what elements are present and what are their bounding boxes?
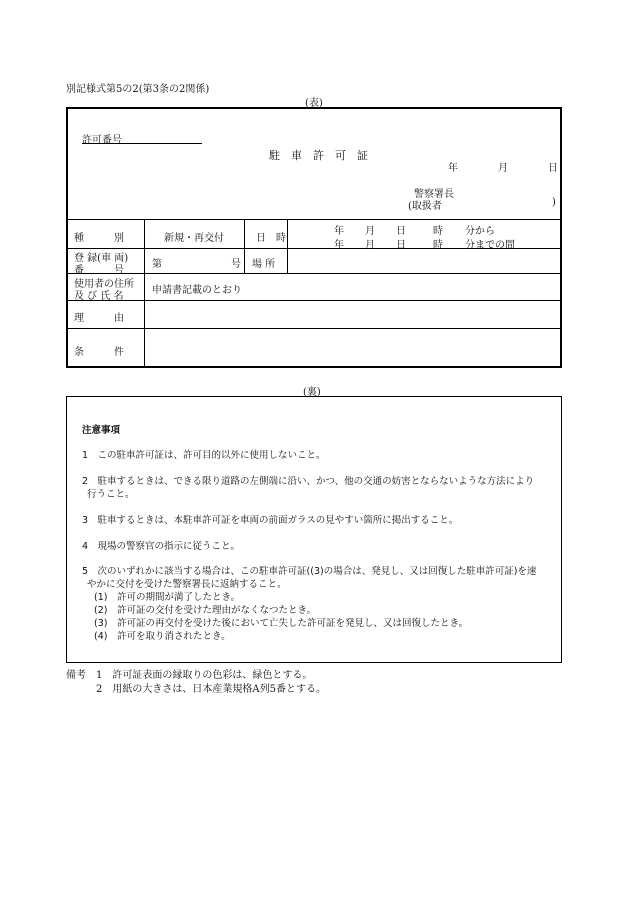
from-year: 年 xyxy=(334,226,344,237)
note-item-3: 3 駐車するときは、本駐車許可証を車両の前面ガラスの見やすい箇所に掲出すること。 xyxy=(82,515,459,526)
grid-line xyxy=(68,328,560,329)
date-year: 年 xyxy=(448,163,458,174)
type-value: 新規・再交付 xyxy=(164,233,224,244)
to-year: 年 xyxy=(334,240,344,251)
subitem-2: (2) 許可証の交付を受けた理由がなくなつたとき。 xyxy=(94,605,317,616)
to-hour: 時 xyxy=(433,240,443,251)
permit-number-line xyxy=(82,143,202,144)
subitem-1: (1) 許可の期間が満了したとき。 xyxy=(94,592,241,603)
registration-go: 号 xyxy=(231,259,241,270)
date-day: 日 xyxy=(548,163,558,174)
to-month: 月 xyxy=(365,240,375,251)
condition-label: 条 件 xyxy=(74,347,124,358)
permit-front xyxy=(66,107,562,368)
to-day: 日 xyxy=(396,240,406,251)
notes-heading: 注意事項 xyxy=(82,425,121,436)
datetime-label: 日 時 xyxy=(256,233,286,244)
note-item-1: 1 この駐車許可証は、許可目的以外に使用しないこと。 xyxy=(82,450,326,461)
note-item-2: 2 駐車するときは、できる限り道路の左側端に沿い、かつ、他の交通の妨害とならないような方法により xyxy=(82,476,535,487)
user-value: 申請書記載のとおり xyxy=(152,285,242,296)
grid-line xyxy=(244,219,245,273)
front-side-label: (表) xyxy=(305,98,323,109)
grid-line xyxy=(68,273,560,274)
from-hour: 時 xyxy=(433,226,443,237)
handler-close: ) xyxy=(552,197,556,208)
user-label-2: 及 び 氏 名 xyxy=(74,291,124,302)
place-label: 場 所 xyxy=(252,259,276,270)
grid-line xyxy=(144,219,145,368)
remark-2: 2 用紙の大きさは、日本産業規格A列5番とする。 xyxy=(96,684,326,695)
date-month: 月 xyxy=(498,163,508,174)
permit-title: 駐 車 許 可 証 xyxy=(269,149,368,162)
note-item-4: 4 現場の警察官の指示に従うこと。 xyxy=(82,541,241,552)
permit-back xyxy=(66,396,562,663)
back-side-label: (裏) xyxy=(303,387,321,398)
remarks-label: 備考 xyxy=(66,670,86,681)
form-identifier: 別記様式第5の2(第3条の2関係) xyxy=(66,84,210,95)
subitem-3: (3) 許可証の再交付を受けた後において亡失した許可証を発見し、又は回復したとき。 xyxy=(94,618,469,629)
note-item-2-cont: 行うこと。 xyxy=(87,489,135,500)
from-month: 月 xyxy=(365,226,375,237)
reason-label: 理 由 xyxy=(74,313,124,324)
grid-line xyxy=(68,219,560,220)
user-label-1: 使用者の住所 xyxy=(74,279,134,290)
grid-line xyxy=(287,219,288,273)
issuer-label: 警察署長 xyxy=(414,189,454,200)
from-day: 日 xyxy=(396,226,406,237)
type-label: 種 別 xyxy=(74,233,124,244)
to-minute: 分までの間 xyxy=(465,240,515,251)
note-item-5: 5 次のいずれかに該当する場合は、この駐車許可証((3)の場合は、発見し、又は回復した駐車許可証)を速 xyxy=(82,566,537,577)
registration-dai: 第 xyxy=(152,259,162,270)
registration-label-1: 登 録(車 両) xyxy=(74,253,129,264)
permit-number-label: 許可番号 xyxy=(82,135,122,146)
registration-label-2: 番 号 xyxy=(74,265,124,276)
note-item-5-cont: やかに交付を受けた警察署長に返納すること。 xyxy=(87,579,287,590)
handler-open: (取扱者 xyxy=(408,201,442,212)
remark-1: 1 許可証表面の縁取りの色彩は、緑色とする。 xyxy=(96,670,313,681)
grid-line xyxy=(68,300,560,301)
subitem-4: (4) 許可を取り消されたとき。 xyxy=(94,631,231,642)
from-minute: 分から xyxy=(465,226,495,237)
